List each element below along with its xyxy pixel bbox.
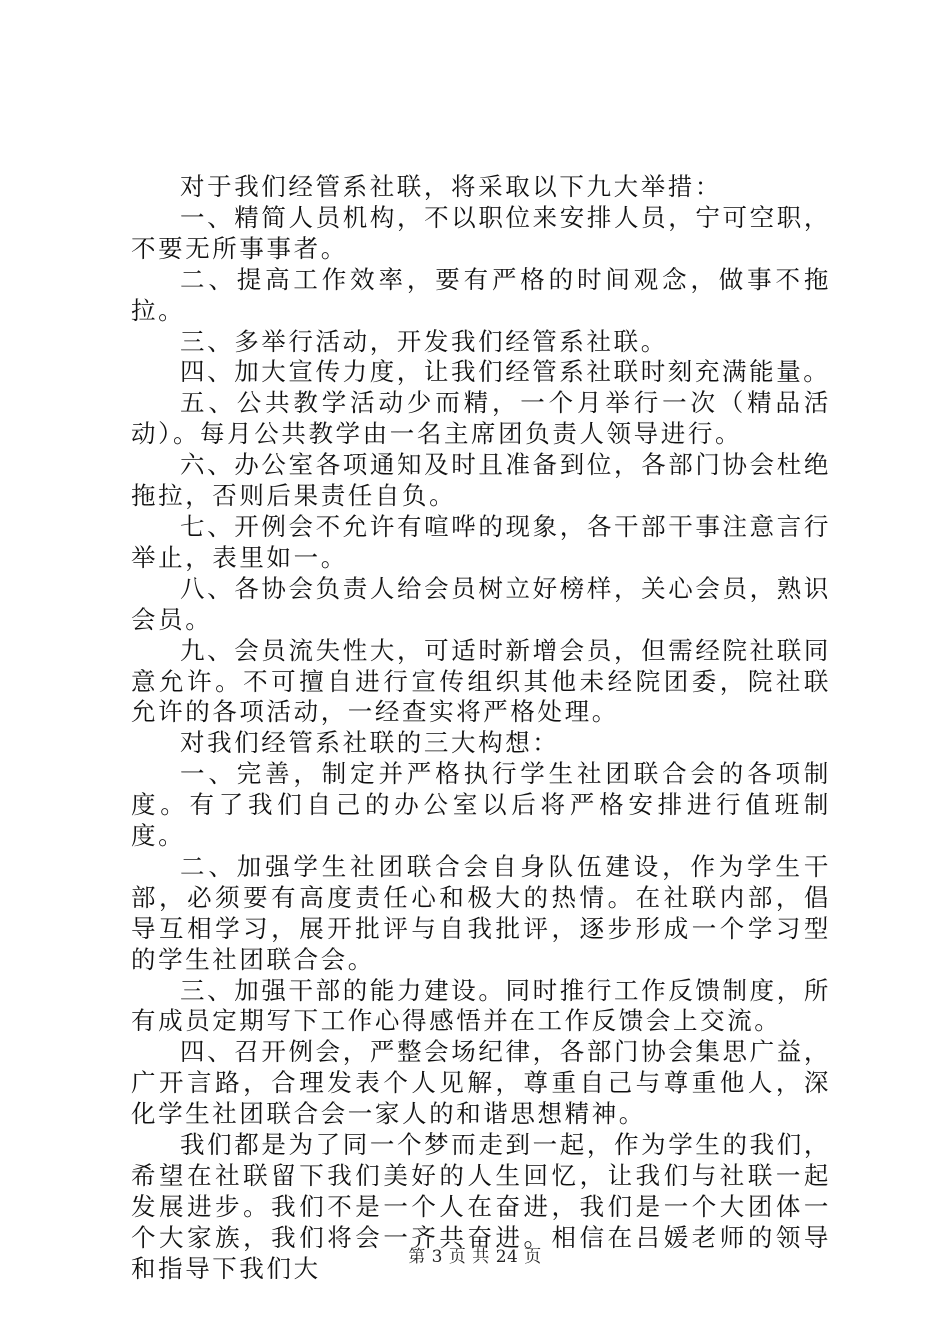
paragraph: 二、提高工作效率，要有严格的时间观念，做事不拖拉。 <box>131 264 831 325</box>
paragraph: 五、公共教学活动少而精，一个月举行一次（精品活动）。每月公共教学由一名主席团负责人领导进行。 <box>131 388 831 449</box>
paragraph: 一、精简人员机构，不以职位来安排人员，宁可空职，不要无所事事者。 <box>131 202 831 263</box>
paragraph: 三、多举行活动，开发我们经管系社联。 <box>180 326 668 356</box>
page-number-footer: 第 3 页 共 24 页 <box>408 1247 542 1267</box>
paragraph: 九、会员流失性大，可适时新增会员，但需经院社联同意允许。不可擅自进行宣传组织其他未经院团委，院社联允许的各项活动，一经查实将严格处理。 <box>131 635 831 727</box>
paragraph: 一、完善，制定并严格执行学生社团联合会的各项制度。有了我们自己的办公室以后将严格安排进行值班制度。 <box>131 759 831 851</box>
paragraph: 七、开例会不允许有喧哗的现象，各干部干事注意言行举止，表里如一。 <box>131 511 831 572</box>
paragraph: 对于我们经管系社联，将采取以下九大举措： <box>180 172 722 201</box>
paragraph: 六、办公室各项通知及时且准备到位，各部门协会杜绝拖拉，否则后果责任自负。 <box>131 450 831 511</box>
document-body <box>131 172 831 1285</box>
paragraph: 对我们经管系社联的三大构想： <box>180 728 560 758</box>
paragraph: 四、加大宣传力度，让我们经管系社联时刻充满能量。 <box>180 357 831 387</box>
paragraph: 二、加强学生社团联合会自身队伍建设，作为学生干部，必须要有高度责任心和极大的热情。在社联内部，倡导互相学习，展开批评与自我批评，逐步形成一个学习型的学生社团联合会。 <box>131 851 831 974</box>
paragraph: 四、召开例会，严整会场纪律，各部门协会集思广益，广开言路，合理发表个人见解，尊重自己与尊重他人，深化学生社团联合会一家人的和谐思想精神。 <box>131 1037 831 1129</box>
paragraph: 三、加强干部的能力建设。同时推行工作反馈制度，所有成员定期写下工作心得感悟并在工作反馈会上交流。 <box>131 975 831 1036</box>
paragraph: 八、各协会负责人给会员树立好榜样，关心会员，熟识会员。 <box>131 573 831 634</box>
paragraph: 我们都是为了同一个梦而走到一起，作为学生的我们，希望在社联留下我们美好的人生回忆，让我们与社联一起发展进步。我们不是一个人在奋进，我们是一个大团体一个大家族，我们将会一齐共奋进。相信在吕媛老师的领导和指导下我们大 <box>131 1130 831 1283</box>
